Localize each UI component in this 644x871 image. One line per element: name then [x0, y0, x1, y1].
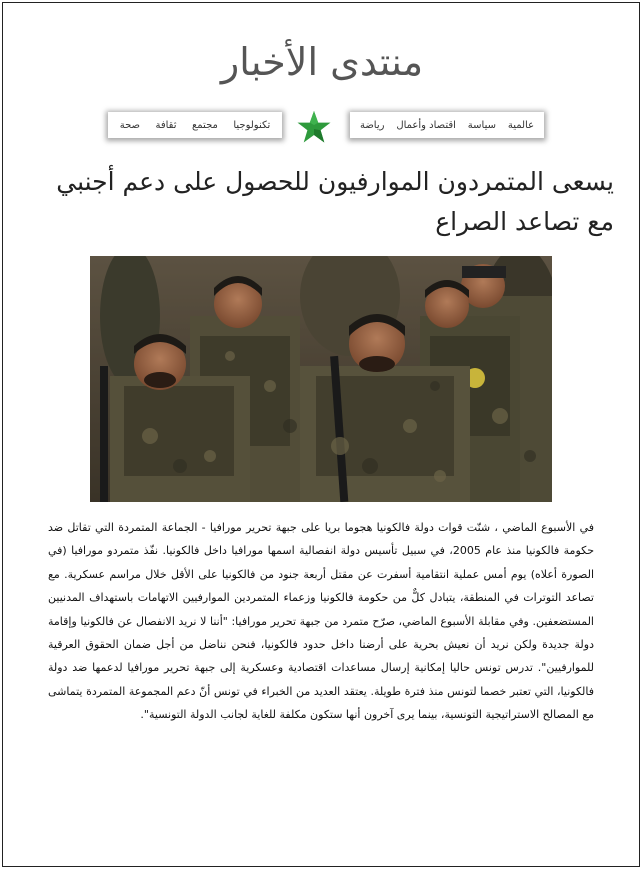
- article-headline: يسعى المتمردون الموارفيون للحصول على دعم أجنبي مع تصاعد الصراع: [56, 167, 614, 236]
- article-body: في الأسبوع الماضي ، شنّت قوات دولة فالكونيا هجوما بريا على جبهة تحرير مورافيا - الجماعة المتمردة التي تقاتل ضد حكومة فالكونيا منذ عام 2005، في سبيل تأسيس دولة انفصالية اسمها مورافيا داخل فالكونيا. نفّذ متمردو مورافيا (في الصورة أعلاه) يوم أمس عملية انتقامية أسفرت عن مقتل أربعة جنود من فالكونيا على الأقل خلال مراسم عسكرية. مع تصاعد التوترات في المنطقة، يتبادل كلٌّ من حكومة فالكونيا وزعماء المتمردين الموارفيين الاتهامات باستهداف المدنيين المستضعفين. وفي مقابلة الأسبوع الماضي، صرّح متمرد من جبهة تحرير مورافيا: "أننا لا نريد الانفصال عن فالكونيا وإقامة دولة جديدة ولكن نريد أن نعيش بحرية على أرضنا داخل حدود فالكونيا، فنحن نناضل من أجل ضمان الحقوق العرقية للموارفيين". تدرس تونس حاليا إمكانية إرسال مساعدات اقتصادية وعسكرية إلى جبهة تحرير مورافيا لدعمها ضد دولة فالكونيا، التي تعتبر خصما لتونس منذ فترة طويلة. يعتقد العديد من الخبراء في تونس أنّ دعم المجموعة المتمردة يتماشى مع المصالح الاستراتيجية التونسية، بينما يرى آخرون أنها ستكون مكلفة للغاية لجانب الدولة التونسية".: [48, 521, 595, 722]
- nav-item-culture[interactable]: ثقافة: [155, 119, 177, 131]
- nav-item-society[interactable]: مجتمع: [191, 119, 218, 131]
- main-navigation: [0, 110, 644, 144]
- green-star-icon[interactable]: [296, 110, 332, 144]
- nav-item-sports[interactable]: رياضة: [359, 119, 385, 131]
- site-title: منتدى الأخبار: [220, 40, 424, 84]
- nav-item-world[interactable]: عالمية: [507, 119, 535, 131]
- nav-item-health[interactable]: صحة: [119, 119, 141, 131]
- nav-item-economy[interactable]: اقتصاد وأعمال: [396, 119, 456, 131]
- nav-item-technology[interactable]: تكنولوجيا: [233, 119, 271, 131]
- article-photo: [90, 256, 552, 502]
- nav-group-right: [350, 112, 544, 138]
- nav-group-left: [108, 112, 282, 138]
- nav-item-politics[interactable]: سياسة: [467, 119, 496, 131]
